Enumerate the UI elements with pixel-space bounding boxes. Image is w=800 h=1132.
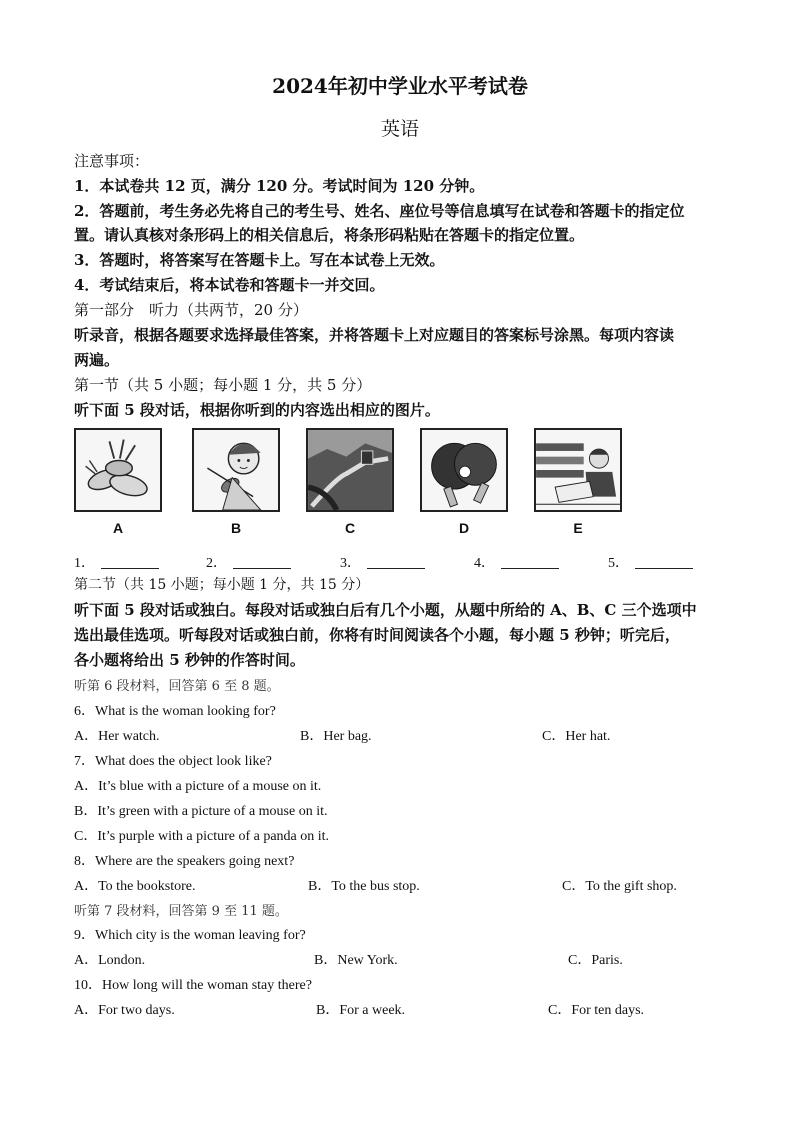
picture-letter: A (112, 520, 124, 536)
blank-line[interactable] (635, 568, 693, 569)
option-a[interactable]: A．It’s blue with a picture of a mouse on it. (74, 779, 322, 794)
question-stem: 6．What is the woman looking for? (74, 704, 276, 719)
option-c[interactable]: C．It’s purple with a picture of a panda on it. (74, 829, 330, 844)
vegetables-icon (74, 428, 162, 512)
option-c[interactable]: C．For ten days. (548, 1003, 645, 1018)
material-note: 听第 7 段材料，回答第 9 至 11 题。 (74, 904, 288, 919)
option-a[interactable]: A．Her watch. (74, 729, 160, 744)
section2-heading: 第二节（共 15 小题；每小题 1 分，共 15 分） (74, 577, 370, 593)
section2-instruction: 各小题将给出 5 秒钟的作答时间。 (74, 651, 305, 669)
answer-blank[interactable] (340, 552, 425, 572)
blank-number: 5． (608, 556, 629, 571)
blank-number: 2． (206, 556, 227, 571)
blank-number: 4． (474, 556, 495, 571)
option-a[interactable]: A．For two days. (74, 1003, 175, 1018)
part1-instruction: 两遍。 (74, 351, 120, 369)
option-b[interactable]: B．New York. (314, 953, 398, 968)
option-c[interactable]: C．Paris. (568, 953, 623, 968)
violin-girl-icon (192, 428, 280, 512)
option-b[interactable]: B．To the bus stop. (308, 879, 420, 894)
option-a[interactable]: A．To the bookstore. (74, 879, 196, 894)
notice-item: 置。请认真核对条形码上的相关信息后，将条形码粘贴在答题卡的指定位置。 (74, 226, 585, 244)
question-stem: 10．How long will the woman stay there? (74, 978, 312, 993)
option-b[interactable]: B．It’s green with a picture of a mouse on it. (74, 804, 328, 819)
blank-number: 1． (74, 556, 95, 571)
question-stem: 9．Which city is the woman leaving for? (74, 928, 306, 943)
notice-item: 4．考试结束后，将本试卷和答题卡一并交回。 (74, 276, 385, 294)
blank-line[interactable] (101, 568, 159, 569)
picture-letter: C (344, 520, 356, 536)
option-c[interactable]: C．To the gift shop. (562, 879, 677, 894)
answer-blank[interactable] (474, 552, 559, 572)
answer-blank[interactable] (608, 552, 693, 572)
great-wall-icon (306, 428, 394, 512)
question-stem: 8．Where are the speakers going next? (74, 854, 295, 869)
subject-title: 英语 (380, 118, 419, 140)
question-stem: 7．What does the object look like? (74, 754, 272, 769)
section1-heading: 第一节（共 5 小题；每小题 1 分，共 5 分） (74, 376, 372, 394)
part1-heading: 第一部分 听力（共两节，20 分） (74, 301, 308, 319)
picture-letter: D (458, 520, 470, 536)
notice-item: 3．答题时，将答案写在答题卡上。写在本试卷上无效。 (74, 251, 445, 269)
picture-letter: B (230, 520, 242, 536)
option-a[interactable]: A．London. (74, 953, 146, 968)
option-b[interactable]: B．For a week. (316, 1003, 406, 1018)
option-b[interactable]: B．Her bag. (300, 729, 372, 744)
notice-item: 1．本试卷共 12 页，满分 120 分。考试时间为 120 分钟。 (74, 177, 485, 195)
blank-line[interactable] (367, 568, 425, 569)
exam-title: 2024年初中学业水平考试卷 (272, 74, 528, 98)
notice-heading: 注意事项： (74, 152, 150, 170)
option-c[interactable]: C．Her hat. (542, 729, 611, 744)
answer-blank[interactable] (206, 552, 291, 572)
section1-instruction: 听下面 5 段对话，根据你听到的内容选出相应的图片。 (74, 401, 440, 419)
picture-letter: E (573, 520, 583, 536)
reading-boy-icon (534, 428, 622, 512)
part1-instruction: 听录音，根据各题要求选择最佳答案，并将答题卡上对应题目的答案标号涂黑。每项内容读 (74, 326, 675, 344)
blank-line[interactable] (501, 568, 559, 569)
notice-item: 2．答题前，考生务必先将自己的考生号、姓名、座位号等信息填写在试卷和答题卡的指定位 (74, 202, 685, 220)
answer-blank[interactable] (74, 552, 159, 572)
blank-line[interactable] (233, 568, 291, 569)
ping-pong-icon (420, 428, 508, 512)
material-note: 听第 6 段材料，回答第 6 至 8 题。 (74, 679, 280, 694)
section2-instruction: 选出最佳选项。听每段对话或独白前，你将有时间阅读各个小题，每小题 5 秒钟；听完后， (74, 626, 680, 644)
blank-number: 3． (340, 556, 361, 571)
section2-instruction: 听下面 5 段对话或独白。每段对话或独白后有几个小题，从题中所给的 A、B、C 三个选项中 (74, 601, 697, 619)
